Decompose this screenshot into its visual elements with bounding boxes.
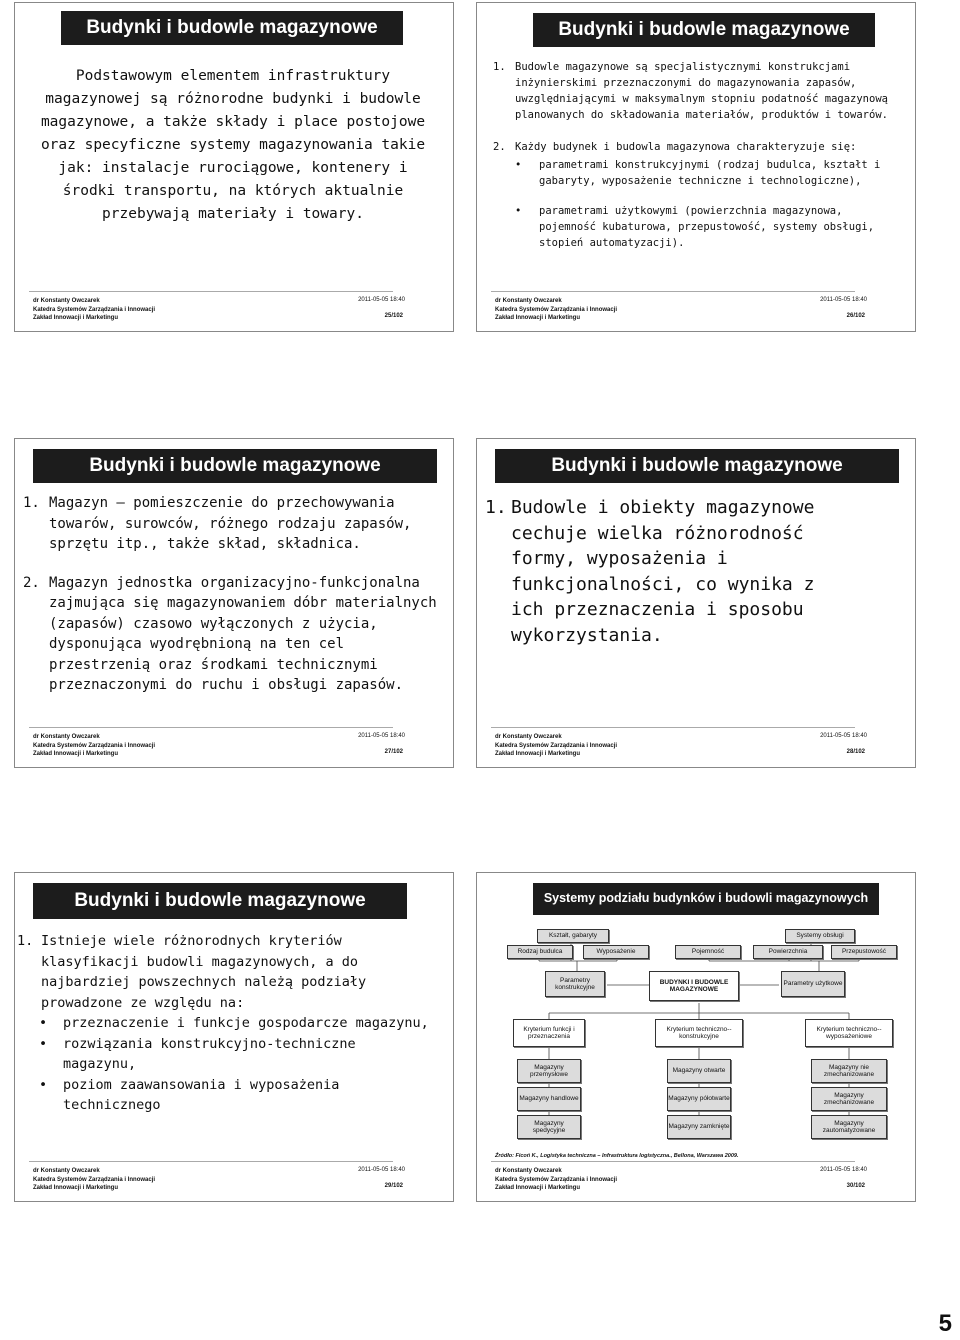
slide-footer	[477, 291, 915, 331]
footer-author: dr Konstanty Owczarek Katedra Systemów Zarządzania i Innowacji Zakład Innowacji i Marketingu	[33, 298, 156, 321]
footer-page: 25/102	[384, 313, 403, 319]
box-ksztalt: Kształt, gabaryty	[537, 929, 609, 943]
slide-footer	[15, 291, 453, 331]
box-wyposazenie: Wyposażenie	[583, 945, 649, 959]
box-systemy-obslugi: Systemy obsługi	[785, 929, 855, 943]
box-handlowe: Magazyny handlowe	[517, 1087, 581, 1111]
footer-page: 28/102	[846, 749, 865, 755]
bullet-item: • poziom zaawansowania i wyposażenia technicznego	[39, 1076, 340, 1113]
footer-date: 2011-05-05 18:40	[820, 297, 867, 303]
slide-body	[23, 493, 443, 696]
slide-title: Budynki i budowle magazynowe	[533, 13, 875, 47]
slide-body	[493, 59, 893, 251]
list-item: 1. Magazyn – pomieszczenie do przechowywania towarów, surowców, różnego rodzaju zapasów, sprzętu itp., także skład, składnica.	[23, 495, 412, 552]
list-item: 2. Magazyn jednostka organizacyjno-funkcjonalna zajmująca się magazynowaniem dóbr materialnych (zapasów) czasowo wyłączonych z użycia, dysponująca wyodrębnioną na ten cel przestrzenią oraz środkami technicznymi przeznaczonymi do ruchu i obsługi zapasów.	[23, 574, 437, 693]
footer-page: 27/102	[384, 749, 403, 755]
slide-title: Budynki i budowle magazynowe	[61, 11, 403, 45]
list-item: 1. Istnieje wiele różnorodnych kryteriów klasyfikacji budowli magazynowych, a do najbardziej powszechnych należą podziały prowadzone ze względu na:	[17, 933, 367, 1011]
slide-footer	[15, 1161, 453, 1201]
list-item: 1. Budowle magazynowe są specjalistycznymi konstrukcjami inżynierskimi przeznaczonymi do magazynowania zapasów, uwzględniającymi w maksymalnym stopniu podatność magazynową planowanych do składowania materiałów, produktów i towarów.	[493, 61, 888, 121]
box-polotwarte: Magazyny półotwarte	[667, 1087, 731, 1111]
classification-diagram	[499, 923, 899, 1145]
box-budynki-budowle: BUDYNKI I BUDOWLE MAGAZYNOWE	[649, 971, 739, 1001]
list-item: 1. Budowle i obiekty magazynowe cechuje wielka różnorodność formy, wyposażenia i funkcjonalności, co wynika z ich przeznaczenia i sposobu wykorzystania.	[485, 497, 815, 646]
box-kryterium-techniczno-wyposazeniowe: Kryterium techniczno--wyposażeniowe	[805, 1019, 893, 1047]
slide-27	[14, 438, 454, 768]
footer-page: 26/102	[846, 313, 865, 319]
box-parametry-konstrukcyjne: Parametry konstrukcyjne	[545, 971, 605, 997]
document-page-number: 5	[938, 1310, 952, 1337]
footer-date: 2011-05-05 18:40	[358, 1167, 405, 1173]
footer-author: dr Konstanty Owczarek Katedra Systemów Zarządzania i Innowacji Zakład Innowacji i Marketingu	[33, 1168, 156, 1191]
box-powierzchnia: Powierzchnia	[753, 945, 823, 959]
bullet-item: • parametrami użytkowymi (powierzchnia magazynowa, pojemność kubaturowa, przepustowość, systemy obsługi, stopień automatyzacji).	[515, 205, 875, 249]
box-zmechanizowane: Magazyny zmechanizowane	[811, 1087, 887, 1111]
box-kryterium-techniczno-konstrukcyjne: Kryterium techniczno--konstrukcyjne	[655, 1019, 743, 1047]
box-zamkniete: Magazyny zamknięte	[667, 1115, 731, 1139]
footer-author: dr Konstanty Owczarek Katedra Systemów Zarządzania i Innowacji Zakład Innowacji i Marketingu	[495, 1168, 618, 1191]
slide-body	[485, 495, 845, 648]
slide-footer	[15, 727, 453, 767]
footer-page: 30/102	[846, 1183, 865, 1189]
slide-25	[14, 2, 454, 332]
slide-footer	[477, 1161, 915, 1201]
footer-date: 2011-05-05 18:40	[820, 733, 867, 739]
box-zautomatyzowane: Magazyny zautomatyzowane	[811, 1115, 887, 1139]
box-rodzaj-budulca: Rodzaj budulca	[507, 945, 573, 959]
slide-26	[476, 2, 916, 332]
bullet-item: • rozwiązania konstrukcyjno-techniczne magazynu,	[39, 1035, 356, 1072]
footer-author: dr Konstanty Owczarek Katedra Systemów Zarządzania i Innowacji Zakład Innowacji i Marketingu	[495, 734, 618, 757]
box-kryterium-funkcji: Kryterium funkcji i przeznaczenia	[513, 1019, 585, 1047]
box-niezmechanizowane: Magazyny nie zmechanizowane	[811, 1059, 887, 1083]
slide-29	[14, 872, 454, 1202]
list-item: 2. Każdy budynek i budowla magazynowa charakteryzuje się:	[493, 141, 857, 153]
bullet-item: • przeznaczenie i funkcje gospodarcze magazynu,	[39, 1015, 429, 1031]
footer-author: dr Konstanty Owczarek Katedra Systemów Zarządzania i Innowacji Zakład Innowacji i Marketingu	[33, 734, 156, 757]
slide-title: Budynki i budowle magazynowe	[33, 449, 437, 483]
slide-30	[476, 872, 916, 1202]
source-note: Źródło: Ficoń K., Logistyka techniczna – Infrastruktura logistyczna., Bellona, Warszawa 2009.	[495, 1153, 739, 1159]
box-przemyslowe: Magazyny przemysłowe	[517, 1059, 581, 1083]
footer-date: 2011-05-05 18:40	[358, 733, 405, 739]
box-otwarte: Magazyny otwarte	[667, 1059, 731, 1083]
box-przepustowosc: Przepustowość	[831, 945, 897, 959]
slide-28	[476, 438, 916, 768]
footer-date: 2011-05-05 18:40	[820, 1167, 867, 1173]
box-spedycyjne: Magazyny spedycyjne	[517, 1115, 581, 1139]
slide-body	[17, 931, 429, 1116]
footer-author: dr Konstanty Owczarek Katedra Systemów Zarządzania i Innowacji Zakład Innowacji i Marketingu	[495, 298, 618, 321]
slide-body: Podstawowym elementem infrastruktury magazynowej są różnorodne budynki i budowle magazynowe, a także składy i place postojowe oraz specyficzne systemy magazynowania takie jak: instalacje rurociągowe, kontenery i środki transportu, na których aktualnie przebywają materiały i towary.	[40, 68, 426, 222]
footer-date: 2011-05-05 18:40	[358, 297, 405, 303]
slide-title: Systemy podziału budynków i budowli magazynowych	[533, 883, 879, 915]
box-parametry-uzytkowe: Parametry użytkowe	[781, 971, 845, 997]
slide-title: Budynki i budowle magazynowe	[33, 883, 407, 919]
box-pojemnosc: Pojemność	[675, 945, 741, 959]
slide-title: Budynki i budowle magazynowe	[495, 449, 899, 483]
bullet-item: • parametrami konstrukcyjnymi (rodzaj budulca, kształt i gabaryty, wyposażenie techniczne i technologiczne),	[515, 159, 881, 187]
slide-footer	[477, 727, 915, 767]
footer-page: 29/102	[384, 1183, 403, 1189]
